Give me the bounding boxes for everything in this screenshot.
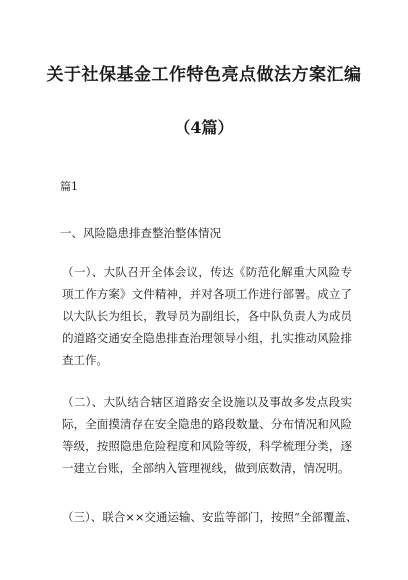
document-subtitle: （4篇） — [174, 118, 234, 137]
paragraph-line: （三）、联合××交通运输、安监等部门，按照“全部覆盖、 — [62, 510, 358, 524]
paragraph-line: 际，全面摸清存在安全隐患的路段数量、分布情况和风险 — [62, 417, 352, 431]
paragraph-1 — [62, 261, 352, 371]
paragraph-line: 查工作。 — [62, 353, 108, 367]
paragraph-line: 的道路交通安全隐患排查治理领导小组，扎实推动风险排 — [62, 331, 352, 345]
document-title: 关于社保基金工作特色亮点做法方案汇编 — [46, 65, 362, 85]
paragraph-line: （一）、大队召开全体会议，传达《防范化解重大风险专 — [62, 265, 352, 279]
paragraph-line: 一建立台账，全部纳入管理视线，做到底数清，情况明。 — [62, 461, 350, 475]
paragraph-line: 项工作方案》文件精神，并对各项工作进行部署。成立了 — [62, 287, 352, 301]
section-label: 篇1 — [60, 180, 78, 193]
section-heading: 一、风险隐患排查整治整体情况 — [60, 226, 221, 240]
paragraph-line: 等级，按照隐患危险程度和风险等级，科学梳理分类，逐 — [62, 439, 352, 453]
paragraph-line: 以大队长为组长，教导员为副组长，各中队负责人为成员 — [62, 309, 352, 323]
paragraph-3 — [62, 506, 358, 528]
paragraph-line: （二）、大队结合辖区道路安全设施以及事故多发点段实 — [62, 395, 352, 409]
paragraph-2 — [62, 391, 352, 479]
